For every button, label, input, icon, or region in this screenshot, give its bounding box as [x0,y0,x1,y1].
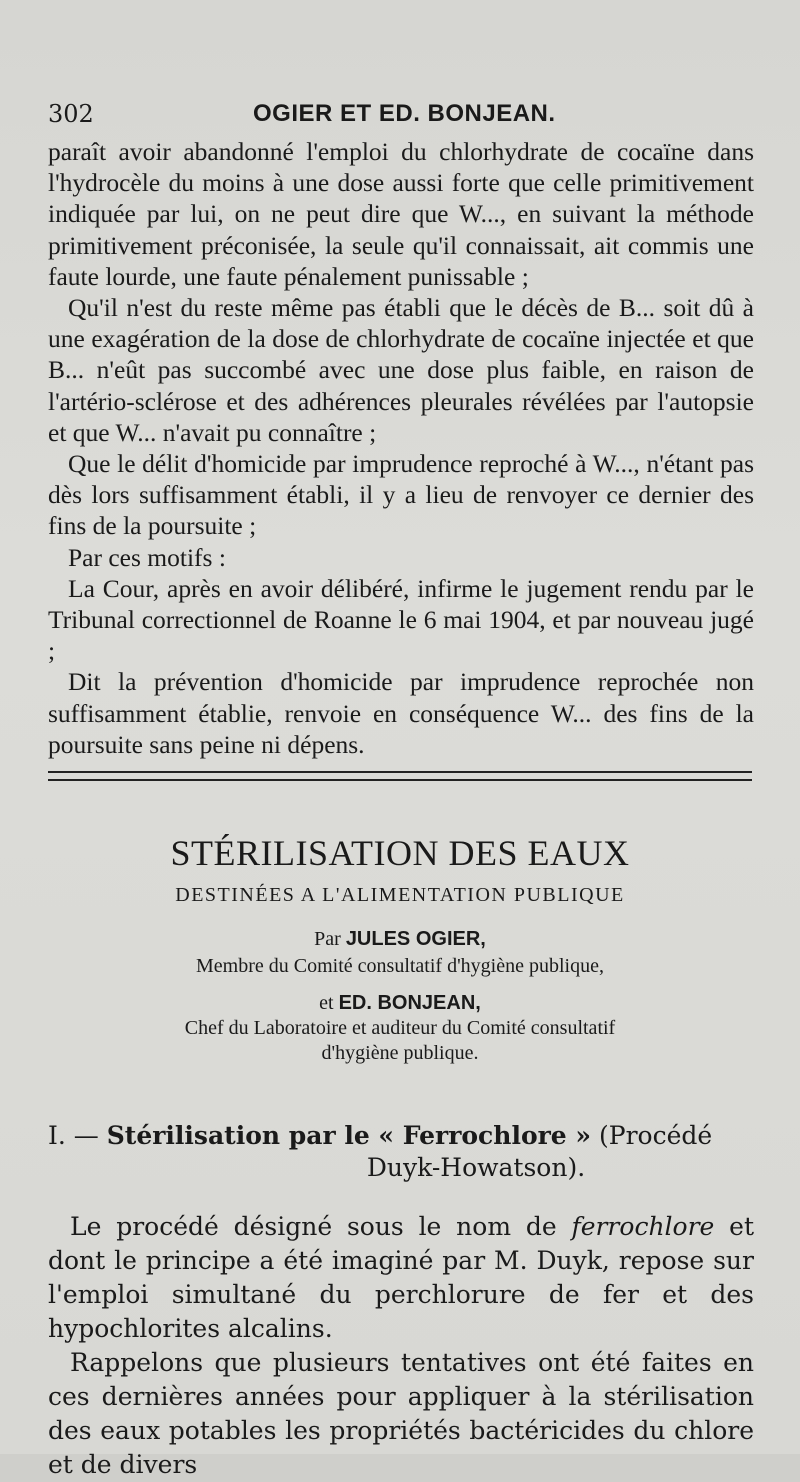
section-number: I. — [48,1121,107,1150]
section-title-line2: Duyk-Howatson). [366,1153,586,1182]
author-name: ED. BONJEAN, [338,992,481,1014]
paragraph: Dit la prévention d'homicide par imprudence reprochée non suffisamment établie, renvoie en conséquence W... des fins de la poursuite sans peine ni dépens. [48,667,754,759]
italic-term: ferrochlore [571,1212,715,1241]
running-title: OGIER ET ED. BONJEAN. [253,100,556,127]
byline-prefix: Par [314,928,346,950]
page-number: 302 [48,100,94,128]
divider-rule [48,779,752,781]
text-run: et dont le principe a été imaginé par M. Duyk, repose sur l'emploi simultané du perchlorure de fer et des hypochlorites alcalins. [48,1212,754,1343]
author-role: Membre du Comité consultatif d'hygiène publique, [196,955,604,977]
section-heading [48,1120,754,1184]
divider-rule [48,771,752,773]
article-title: STÉRILISATION DES EAUX [170,833,630,873]
text-run: Le procédé désigné sous le nom de [70,1212,572,1241]
section-body [48,1210,754,1482]
byline-prefix: et [319,992,339,1014]
paragraph: Que le délit d'homicide par imprudence reproché à W..., n'étant pas dès lors suffisamment établi, il y a lieu de renvoyer ce dernier des fins de la poursuite ; [48,449,754,541]
paragraph: Par ces motifs : [68,542,226,572]
paragraph: La Cour, après en avoir délibéré, infirme le jugement rendu par le Tribunal correctionnel de Roanne le 6 mai 1904, et par nouveau jugé ; [48,573,754,666]
article-subtitle: DESTINÉES A L'ALIMENTATION PUBLIQUE [175,884,625,906]
paragraph: paraît avoir abandonné l'emploi du chlorhydrate de cocaïne dans l'hydrocèle du moins à une dose aussi forte que celle primitivement indiquée par lui, on ne peut dire que W..., en suivant la méthode primitivement préconisée, la seule qu'il connaissait, ait commis une faute lourde, une faute pénalement punissable ; [48,137,754,291]
paragraph: Rappelons que plusieurs tentatives ont été faites en ces dernières années pour appliquer à la stérilisation des eaux potables les propriétés bactéricides du chlore et de divers [48,1348,754,1479]
continued-judgment-text [48,136,754,760]
author-role: Chef du Laboratoire et auditeur du Comité consultatif [184,1017,616,1039]
section-title-rest: (Procédé [591,1121,713,1150]
running-head [48,100,760,136]
section-title: Stérilisation par le « Ferrochlore » [106,1121,592,1150]
author-byline [0,992,800,1015]
author-byline [0,928,800,951]
paragraph: Qu'il n'est du reste même pas établi que le décès de B... soit dû à une exagération de la dose de chlorhydrate de cocaïne injectée et que B... n'eût pas succombé avec une dose plus faible, en raison de l'artério-sclérose et des adhérences pleurales révélées par l'autopsie et que W... n'avait pu connaître ; [48,293,754,447]
author-name: JULES OGIER, [345,928,486,950]
author-role: d'hygiène publique. [321,1042,479,1064]
paragraph [48,1210,754,1346]
